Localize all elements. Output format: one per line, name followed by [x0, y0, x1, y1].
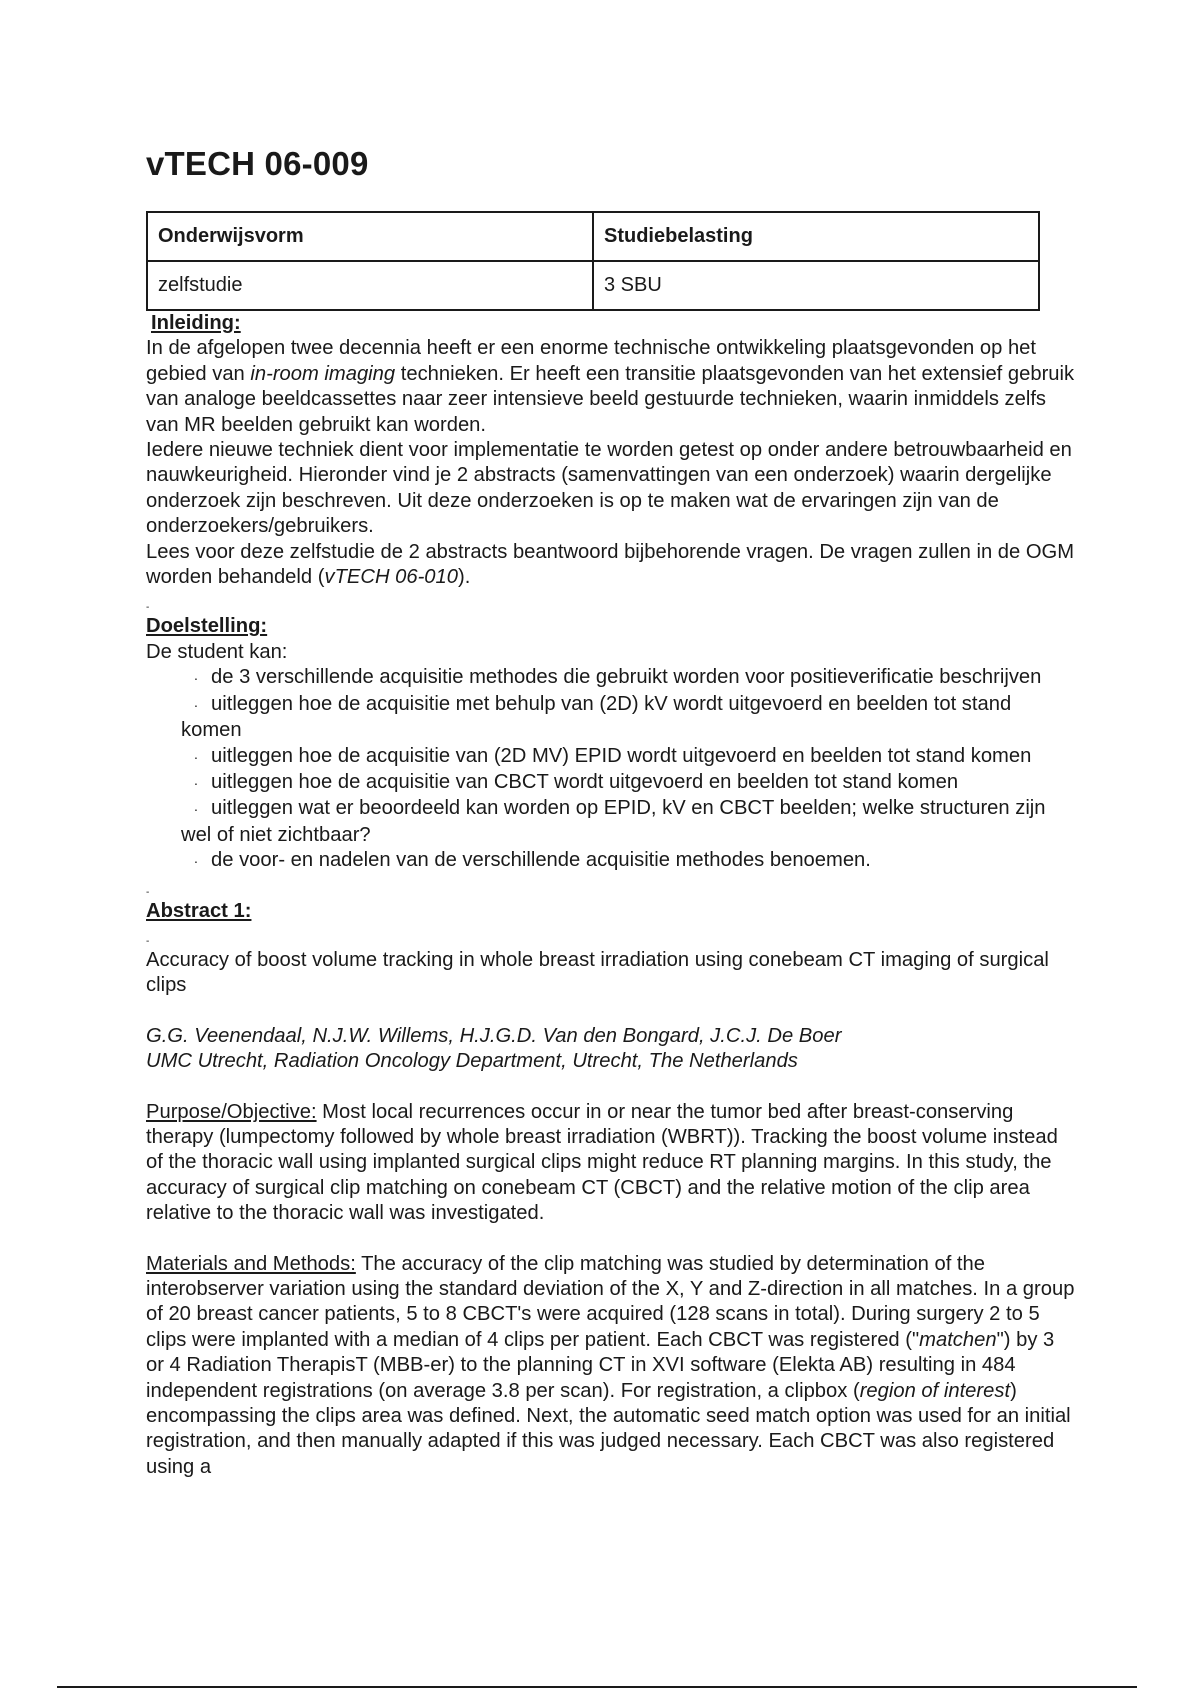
inleiding-paragraph-1: [146, 336, 1076, 438]
footer-divider: [57, 1686, 1137, 1688]
spacer: [146, 1227, 1076, 1252]
text-span: ).: [457, 566, 471, 589]
bullet-icon: ·: [193, 801, 199, 818]
table-cell-studiebelasting: 3 SBU: [593, 261, 1039, 310]
list-item-text: uitleggen wat er beoordeeld kan worden op EPID, kV en CBCT beelden; welke structuren zijn wel of niet zichtbaar?: [181, 797, 1046, 846]
list-item: [181, 848, 1076, 874]
text-span: ) encompassing the clips area was defined. Next, the automatic seed match option was used for an initial registration, and then manually adapted if this was judged necessary. Each CBCT was also registered using a: [146, 1379, 1071, 1478]
doelstelling-list: [146, 665, 1076, 874]
list-item: [181, 665, 1076, 691]
list-item-text: de voor- en nadelen van de verschillende acquisitie methodes benoemen.: [211, 849, 871, 872]
spacer: [146, 924, 1076, 936]
text-span: Most local recurrences occur in or near the tumor bed after breast-conserving therapy (lumpectomy followed by whole breast irradiation (WBRT)). Tracking the boost volume instead of the thoracic wall using implanted surgical clips might reduce RT planning margins. In this study, the accuracy of surgical clip matching on conebeam CT (CBCT) and the relative motion of the clip area relative to the thoracic wall was investigated.: [146, 1100, 1058, 1225]
inleiding-heading: Inleiding:: [151, 312, 241, 334]
emphasis-span: vTECH 06-010: [324, 566, 458, 589]
abstract-1-authors: G.G. Veenendaal, N.J.W. Willems, H.J.G.D. Van den Bongard, J.C.J. De Boer: [146, 1024, 842, 1047]
doelstelling-heading: Doelstelling:: [146, 615, 268, 638]
bullet-icon: ·: [193, 748, 199, 765]
list-item-text: de 3 verschillende acquisitie methodes die gebruikt worden voor positieverificatie beschrijven: [211, 666, 1042, 689]
methods-label: Materials and Methods:: [146, 1252, 356, 1275]
spacer: [146, 875, 1076, 887]
table-cell-onderwijsvorm: zelfstudie: [147, 261, 593, 310]
list-item: [181, 692, 1076, 744]
list-item-text: uitleggen hoe de acquisitie van CBCT wordt uitgevoerd en beelden tot stand komen: [211, 770, 959, 793]
list-item: [181, 796, 1076, 848]
purpose-label: Purpose/Objective:: [146, 1100, 317, 1123]
table-header-onderwijsvorm: Onderwijsvorm: [147, 212, 593, 261]
spacer-dash: -: [146, 602, 150, 614]
spacer-dash: -: [146, 886, 150, 898]
abstract-1-heading: Abstract 1:: [146, 899, 252, 922]
spacer-dash: -: [146, 935, 150, 947]
abstract-1-affiliation: UMC Utrecht, Radiation Oncology Department, Utrecht, The Netherlands: [146, 1050, 798, 1073]
emphasis-span: in-room imaging: [250, 362, 396, 385]
list-item-text: uitleggen hoe de acquisitie met behulp van (2D) kV wordt uitgevoerd en beelden tot stand komen: [181, 692, 1012, 742]
document-body: [146, 311, 1076, 1480]
spacer: [146, 1075, 1076, 1100]
list-item: [181, 744, 1076, 770]
emphasis-span: region of interest: [859, 1379, 1011, 1402]
text-span: ") by 3 or 4 Radiation TherapisT (MBB-er) to the planning CT in XVI software (Elekta AB) resulting in 484 independent registrations (on average 3.8 per scan). For registration, a clipbox (: [146, 1328, 1055, 1402]
table-header-row: [147, 212, 1039, 261]
abstract-1-purpose: [146, 1100, 1076, 1227]
bullet-icon: ·: [193, 774, 199, 791]
abstract-1-methods: [146, 1252, 1076, 1481]
text-span: The accuracy of the clip matching was studied by determination of the interobserver variation using the standard deviation of the X, Y and Z-direction in all matches. In a group of 20 breast cancer patients, 5 to 8 CBCT's were acquired (128 scans in total). During surgery 2 to 5 clips were implanted with a median of 4 clips per patient. Each CBCT was registered (": [146, 1252, 1075, 1351]
course-info-table: [146, 211, 1040, 311]
bullet-icon: ·: [193, 670, 199, 687]
inleiding-paragraph-3: [146, 540, 1076, 591]
bullet-icon: ·: [193, 853, 199, 870]
table-header-studiebelasting: Studiebelasting: [593, 212, 1039, 261]
document-title: vTECH 06-009: [146, 145, 369, 182]
text-span: In de afgelopen twee decennia heeft er een enorme technische ontwikkeling plaatsgevonden op het gebied van: [146, 337, 1037, 385]
text-span: Lees voor deze zelfstudie de 2 abstracts beantwoord bijbehorende vragen. De vragen zullen in de OGM worden behandeld (: [146, 540, 1075, 589]
inleiding-paragraph-2: Iedere nieuwe techniek dient voor implementatie te worden getest op onder andere betrouwbaarheid en nauwkeurigheid. Hieronder vind je 2 abstracts (samenvattingen van een onderzoek) waarin dergelijke onderzoek zijn beschreven. Uit deze onderzoeken is op te maken wat de ervaringen zijn van de onderzoekers/gebruikers.: [146, 439, 1072, 538]
text-span: technieken. Er heeft een transitie plaatsgevonden van het extensief gebruik van analoge beeldcassettes naar zeer intensieve beeld gestuurde technieken, waarin inmiddels zelfs van MR beelden gebruikt kan worden.: [146, 362, 1075, 436]
list-item: [181, 770, 1076, 796]
doelstelling-intro: De student kan:: [146, 640, 288, 663]
emphasis-span: matchen: [919, 1328, 997, 1351]
abstract-1-title: Accuracy of boost volume tracking in whole breast irradiation using conebeam CT imaging of surgical clips: [146, 948, 1049, 997]
bullet-icon: ·: [193, 696, 199, 713]
list-item-text: uitleggen hoe de acquisitie van (2D MV) EPID wordt uitgevoerd en beelden tot stand komen: [211, 744, 1032, 767]
table-row: [147, 261, 1039, 310]
spacer: [146, 590, 1076, 602]
spacer: [146, 999, 1076, 1024]
